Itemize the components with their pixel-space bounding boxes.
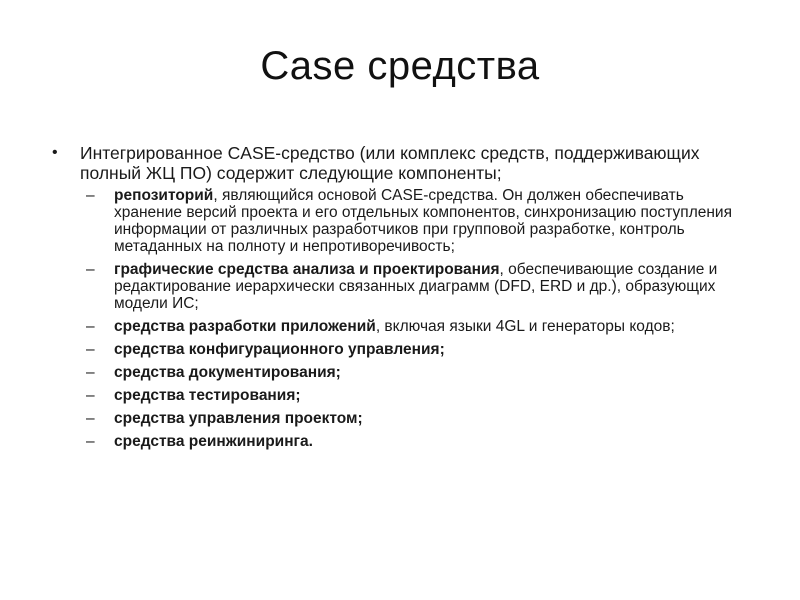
- list-item: [52, 433, 752, 450]
- component-list: [52, 187, 752, 450]
- dash-icon: –: [86, 433, 95, 450]
- dash-icon: –: [86, 261, 95, 278]
- slide-title: Case средства: [260, 44, 540, 88]
- item-text: , включая языки 4GL и генераторы кодов;: [375, 318, 675, 335]
- list-item: [52, 410, 752, 427]
- item-bold-text: средства документирования;: [114, 364, 341, 381]
- dash-icon: –: [86, 387, 95, 404]
- list-item: [52, 364, 752, 381]
- item-text: , обеспечивающие создание и редактирование иерархически связанных диаграмм (DFD, ERD и др.), образующих модели ИС;: [114, 261, 718, 312]
- dash-icon: –: [86, 187, 95, 204]
- dash-icon: –: [86, 364, 95, 381]
- intro-text: Интегрированное CASE-средство (или комплекс средств, поддерживающих полный ЖЦ ПО) содержит следующие компоненты;: [80, 143, 700, 183]
- bullet-icon: •: [52, 144, 58, 161]
- item-bold-text: репозиторий: [114, 187, 214, 204]
- item-bold-text: средства реинжиниринга.: [114, 433, 313, 450]
- item-bold-text: средства разработки приложений: [114, 318, 376, 335]
- intro-bullet-item: [52, 143, 752, 183]
- slide-content: [52, 143, 752, 456]
- item-bold-text: средства управления проектом;: [114, 410, 363, 427]
- list-item: [52, 187, 752, 255]
- list-item: [52, 341, 752, 358]
- item-text: , являющийся основой CASE-средства. Он должен обеспечивать хранение версий проекта и его отдельных компонентов, синхронизацию поступления информации от различных разработчиков при групповой разработке, контроль метаданных на полноту и непротиворечивость;: [114, 187, 732, 255]
- dash-icon: –: [86, 410, 95, 427]
- list-item: [52, 387, 752, 404]
- dash-icon: –: [86, 318, 95, 335]
- item-bold-text: средства тестирования;: [114, 387, 301, 404]
- dash-icon: –: [86, 341, 95, 358]
- list-item: [52, 318, 752, 335]
- item-bold-text: средства конфигурационного управления;: [114, 341, 445, 358]
- list-item: [52, 261, 752, 312]
- item-bold-text: графические средства анализа и проектирования: [114, 261, 500, 278]
